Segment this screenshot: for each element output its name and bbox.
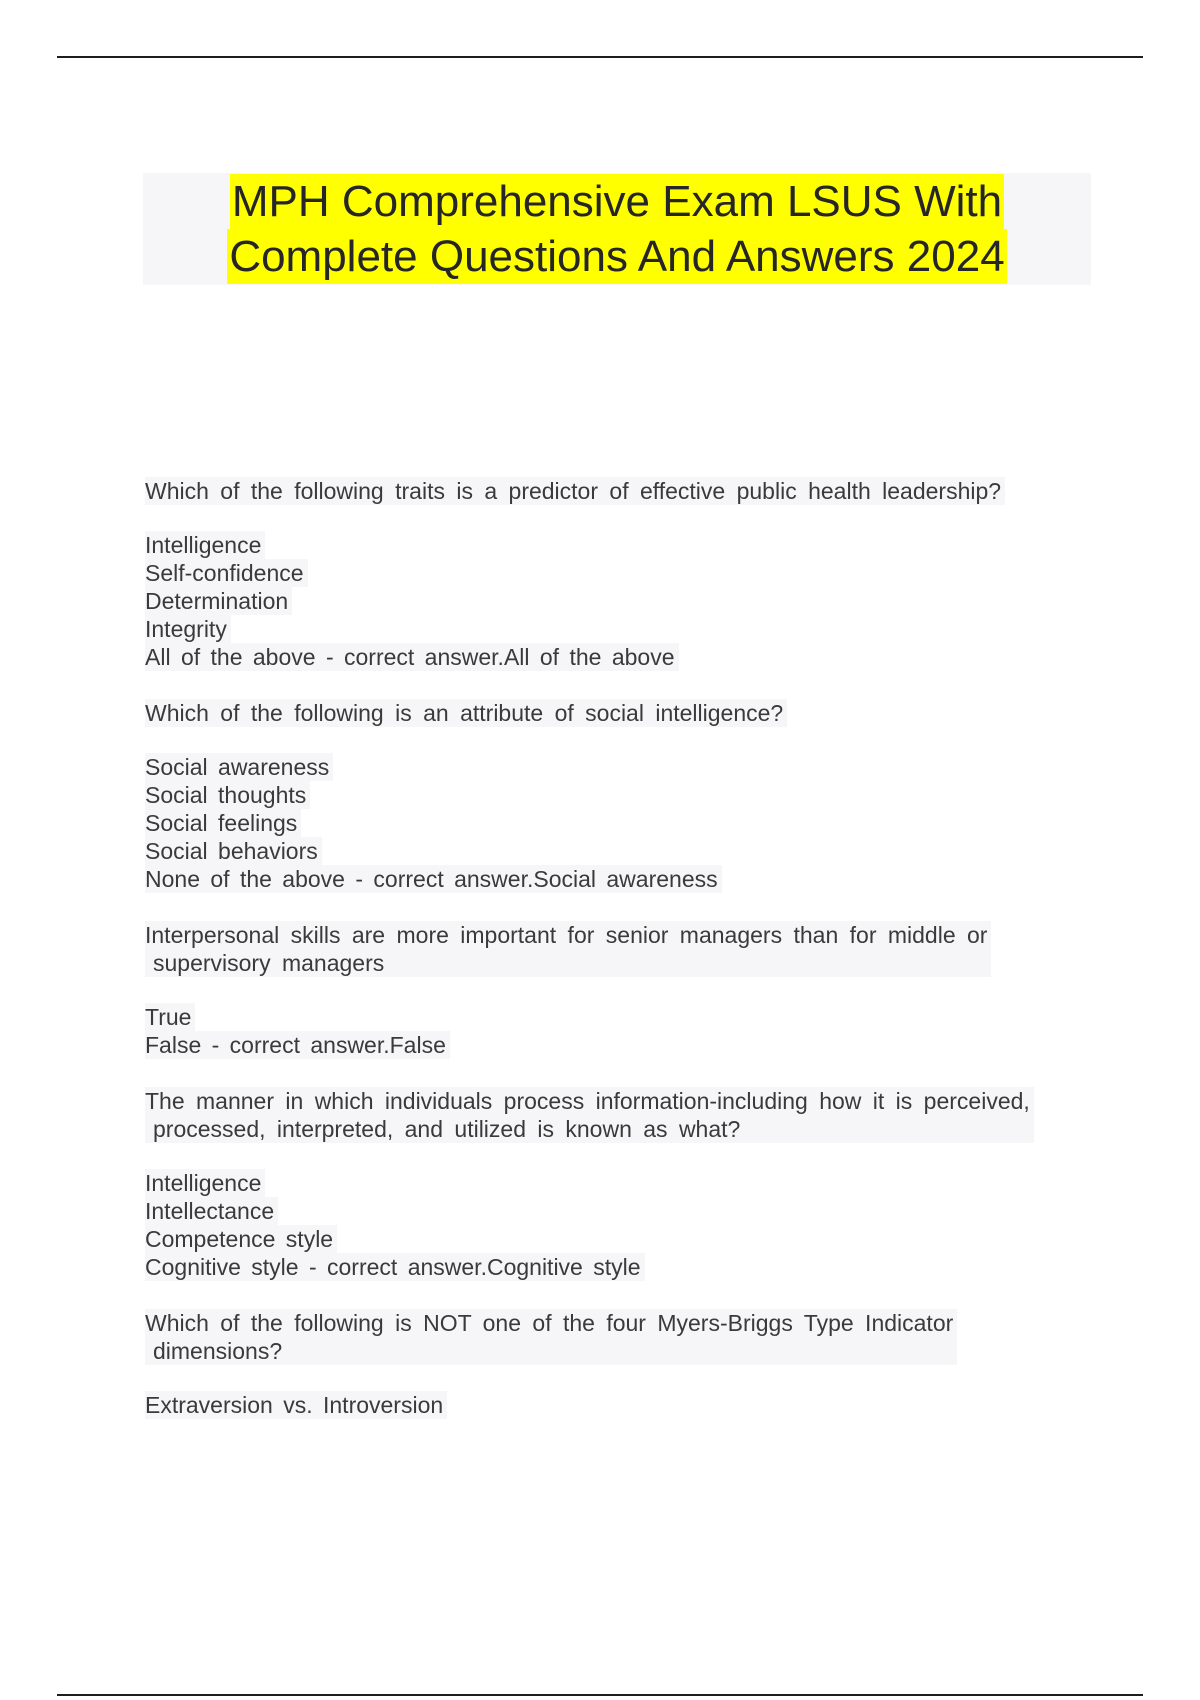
- question-block: [145, 477, 1085, 671]
- option-item: Determination: [145, 587, 292, 615]
- title-line-1: MPH Comprehensive Exam LSUS With: [230, 174, 1004, 229]
- option-item: Social thoughts: [145, 781, 310, 809]
- question-line: Which of the following is an attribute of social intelligence?: [145, 700, 784, 726]
- option-item: Social feelings: [145, 809, 301, 837]
- question-line: dimensions?: [153, 1338, 283, 1364]
- question-block: [145, 699, 1085, 893]
- question-block: [145, 1087, 1085, 1281]
- option-list: [145, 1391, 1085, 1419]
- document-title: [143, 173, 1091, 285]
- top-rule: [57, 56, 1143, 58]
- option-item: Integrity: [145, 615, 231, 643]
- option-list: [145, 531, 1085, 671]
- question-line: processed, interpreted, and utilized is known as what?: [153, 1116, 741, 1142]
- question-line: supervisory managers: [153, 950, 385, 976]
- option-item-answer: All of the above - correct answer.All of the above: [145, 643, 679, 671]
- option-item: Intellectance: [145, 1197, 278, 1225]
- question-text: [145, 477, 1005, 505]
- option-item-answer: Cognitive style - correct answer.Cognitive style: [145, 1253, 645, 1281]
- option-item: True: [145, 1003, 195, 1031]
- option-list: [145, 1169, 1085, 1281]
- option-item: Competence style: [145, 1225, 337, 1253]
- question-line: Interpersonal skills are more important for senior managers than for middle or: [145, 922, 988, 948]
- question-list: [145, 477, 1085, 1419]
- option-item: Self-confidence: [145, 559, 308, 587]
- bottom-rule: [57, 1694, 1143, 1696]
- question-block: [145, 921, 1085, 1059]
- option-item-answer: None of the above - correct answer.Social awareness: [145, 865, 722, 893]
- option-item: Intelligence: [145, 531, 265, 559]
- question-text: [145, 1087, 1034, 1143]
- question-line: Which of the following traits is a predictor of effective public health leadership?: [145, 478, 1002, 504]
- question-block: [145, 1309, 1085, 1419]
- option-item: Social behaviors: [145, 837, 322, 865]
- question-line: The manner in which individuals process information-including how it is perceived,: [145, 1088, 1030, 1114]
- option-item: Intelligence: [145, 1169, 265, 1197]
- question-text: [145, 1309, 957, 1365]
- option-list: [145, 753, 1085, 893]
- option-list: [145, 1003, 1085, 1059]
- option-item: Social awareness: [145, 753, 333, 781]
- option-item: Extraversion vs. Introversion: [145, 1391, 447, 1419]
- title-line-2: Complete Questions And Answers 2024: [227, 229, 1006, 284]
- question-text: [145, 921, 991, 977]
- question-text: [145, 699, 787, 727]
- option-item-answer: False - correct answer.False: [145, 1031, 450, 1059]
- question-line: Which of the following is NOT one of the four Myers-Briggs Type Indicator: [145, 1310, 954, 1336]
